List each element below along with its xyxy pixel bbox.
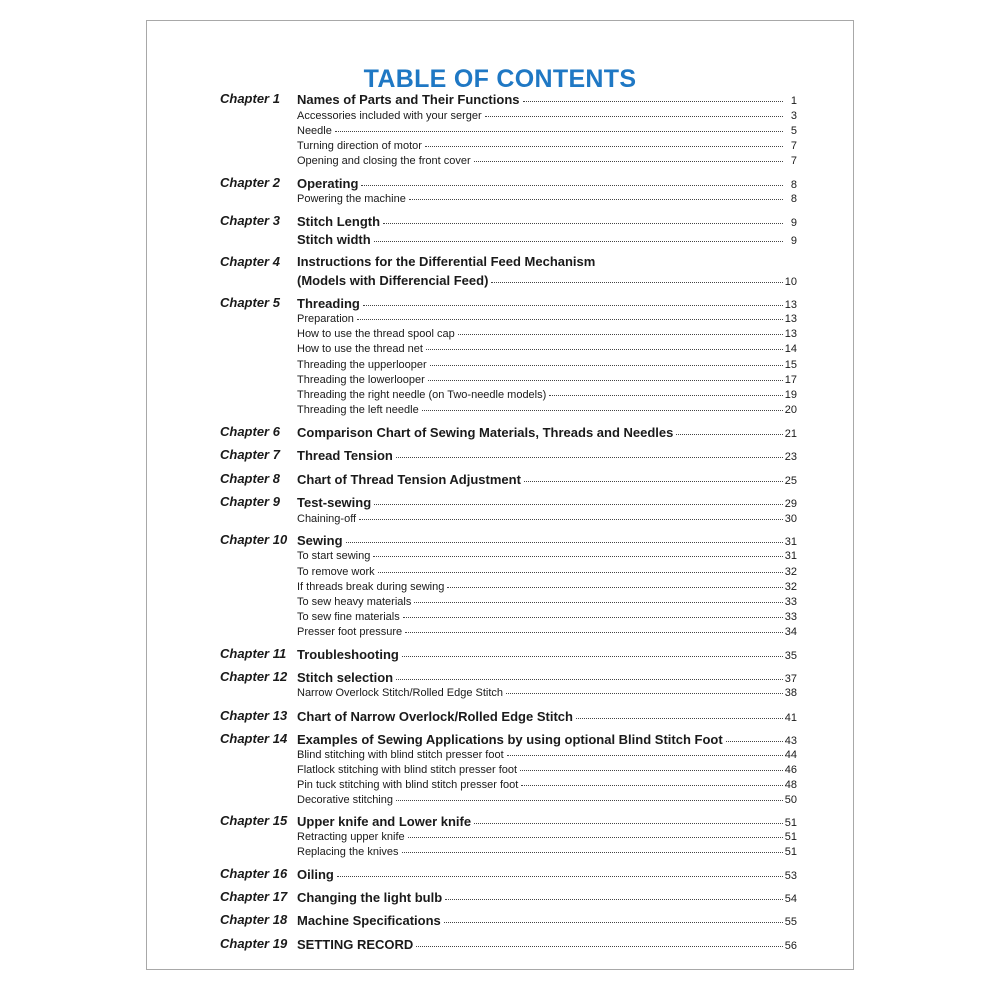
entry-page-number: 14 bbox=[784, 342, 797, 355]
entry-page-number: 48 bbox=[784, 778, 797, 791]
toc-sub-entry bbox=[297, 624, 797, 638]
entry-title: Names of Parts and Their Functions bbox=[297, 91, 520, 107]
entry-page-number: 25 bbox=[784, 474, 797, 487]
entry-title: Threading the left needle bbox=[297, 403, 419, 416]
toc-sub-entry bbox=[297, 357, 797, 371]
dot-leader bbox=[491, 270, 782, 283]
entry-title: Stitch Length bbox=[297, 213, 381, 229]
entry-title: Threading bbox=[297, 295, 360, 311]
dot-leader bbox=[408, 827, 783, 838]
entry-title: To start sewing bbox=[297, 549, 371, 562]
dot-leader bbox=[444, 910, 783, 923]
dot-leader bbox=[422, 400, 783, 411]
toc-heading-entry bbox=[297, 646, 797, 662]
chapter-label: Chapter 14 bbox=[220, 731, 288, 746]
entry-title: To remove work bbox=[297, 565, 375, 578]
toc-sub-entry bbox=[297, 311, 797, 325]
entry-title: How to use the thread spool cap bbox=[297, 327, 455, 340]
entry-page-number: 13 bbox=[784, 298, 797, 311]
dot-leader bbox=[485, 106, 783, 117]
entry-title: Stitch width bbox=[297, 231, 371, 247]
dot-leader bbox=[409, 189, 783, 200]
dot-leader bbox=[474, 811, 783, 824]
dot-leader bbox=[396, 790, 783, 801]
dot-leader bbox=[447, 577, 782, 588]
dot-leader bbox=[726, 729, 783, 742]
dot-leader bbox=[520, 760, 783, 771]
toc-heading-entry bbox=[297, 889, 797, 905]
toc-heading-entry bbox=[297, 471, 797, 487]
entry-title: Stitch selection bbox=[297, 669, 394, 685]
entry-title: SETTING RECORD bbox=[297, 936, 414, 952]
toc-heading-entry bbox=[297, 254, 797, 269]
dot-leader bbox=[378, 562, 783, 573]
entry-title: Sewing bbox=[297, 532, 343, 548]
entry-page-number: 34 bbox=[784, 625, 797, 638]
dot-leader bbox=[458, 324, 783, 335]
entry-page-number: 31 bbox=[784, 549, 797, 562]
entry-title: Narrow Overlock Stitch/Rolled Edge Stitch bbox=[297, 686, 504, 699]
toc-sub-entry bbox=[297, 844, 797, 858]
dot-leader bbox=[346, 530, 783, 543]
dot-leader bbox=[507, 745, 783, 756]
entry-title: Turning direction of motor bbox=[297, 139, 422, 152]
toc-sub-entry bbox=[297, 402, 797, 416]
dot-leader bbox=[430, 355, 783, 366]
page-title: TABLE OF CONTENTS bbox=[363, 65, 637, 93]
toc-sub-entry bbox=[297, 191, 797, 205]
chapter-label: Chapter 17 bbox=[220, 889, 288, 904]
toc-sub-entry bbox=[297, 609, 797, 623]
entry-title: Threading the upperlooper bbox=[297, 358, 427, 371]
toc-sub-entry bbox=[297, 564, 797, 578]
entry-page-number: 19 bbox=[784, 388, 797, 401]
dot-leader bbox=[426, 339, 783, 350]
entry-page-number: 56 bbox=[784, 939, 797, 952]
toc-heading-entry bbox=[297, 272, 797, 288]
toc-sub-entry bbox=[297, 829, 797, 843]
entry-page-number: 53 bbox=[784, 869, 797, 882]
entry-page-number: 32 bbox=[784, 565, 797, 578]
dot-leader bbox=[361, 173, 783, 186]
entry-title: Blind stitching with blind stitch presser foot bbox=[297, 748, 504, 761]
entry-page-number: 20 bbox=[784, 403, 797, 416]
entry-page-number: 31 bbox=[784, 535, 797, 548]
toc-sub-entry bbox=[297, 777, 797, 791]
dot-leader bbox=[383, 211, 783, 224]
chapter-label: Chapter 8 bbox=[220, 471, 280, 486]
dot-leader bbox=[363, 293, 783, 306]
entry-title: Comparison Chart of Sewing Materials, Threads and Needles bbox=[297, 424, 674, 440]
chapter-label: Chapter 18 bbox=[220, 912, 288, 927]
chapter-label: Chapter 7 bbox=[220, 447, 280, 462]
dot-leader bbox=[521, 775, 782, 786]
toc-page bbox=[146, 20, 854, 970]
entry-title: Decorative stitching bbox=[297, 793, 393, 806]
dot-leader bbox=[357, 309, 783, 320]
entry-page-number: 55 bbox=[784, 915, 797, 928]
dot-leader bbox=[549, 385, 782, 396]
entry-title: Chaining-off bbox=[297, 512, 357, 525]
dot-leader bbox=[523, 89, 784, 102]
entry-title: Presser foot pressure bbox=[297, 625, 403, 638]
toc-sub-entry bbox=[297, 762, 797, 776]
entry-page-number: 50 bbox=[784, 793, 797, 806]
entry-page-number: 21 bbox=[784, 427, 797, 440]
entry-page-number: 29 bbox=[784, 497, 797, 510]
toc-sub-entry bbox=[297, 153, 797, 167]
entry-page-number: 44 bbox=[784, 748, 797, 761]
chapter-label: Chapter 13 bbox=[220, 708, 288, 723]
toc-heading-entry bbox=[297, 708, 797, 724]
entry-page-number: 46 bbox=[784, 763, 797, 776]
toc-sub-entry bbox=[297, 138, 797, 152]
entry-page-number: 15 bbox=[784, 358, 797, 371]
toc-sub-entry bbox=[297, 747, 797, 761]
entry-page-number: 9 bbox=[790, 216, 797, 229]
entry-title: Preparation bbox=[297, 312, 354, 325]
entry-page-number: 5 bbox=[790, 124, 797, 137]
dot-leader bbox=[576, 706, 783, 719]
toc-sub-entry bbox=[297, 594, 797, 608]
entry-title: Powering the machine bbox=[297, 192, 406, 205]
entry-page-number: 38 bbox=[784, 686, 797, 699]
entry-title: Flatlock stitching with blind stitch presser foot bbox=[297, 763, 518, 776]
entry-page-number: 3 bbox=[790, 109, 797, 122]
entry-title: Oiling bbox=[297, 866, 334, 882]
entry-page-number: 8 bbox=[790, 178, 797, 191]
dot-leader bbox=[402, 842, 783, 853]
chapter-label: Chapter 1 bbox=[220, 91, 280, 106]
entry-title: Changing the light bulb bbox=[297, 889, 443, 905]
toc-heading-entry bbox=[297, 912, 797, 928]
dot-leader bbox=[425, 136, 783, 147]
chapter-label: Chapter 10 bbox=[220, 532, 288, 547]
entry-title: Pin tuck stitching with blind stitch presser foot bbox=[297, 778, 519, 791]
toc-heading-entry bbox=[297, 213, 797, 229]
toc-sub-entry bbox=[297, 548, 797, 562]
entry-title: Retracting upper knife bbox=[297, 830, 405, 843]
dot-leader bbox=[396, 445, 783, 458]
entry-title: Machine Specifications bbox=[297, 912, 441, 928]
toc-heading-entry bbox=[297, 424, 797, 440]
entry-page-number: 54 bbox=[784, 892, 797, 905]
entry-page-number: 37 bbox=[784, 672, 797, 685]
toc-heading-entry bbox=[297, 447, 797, 463]
entry-title: Threading the right needle (on Two-needle models) bbox=[297, 388, 547, 401]
toc-sub-entry bbox=[297, 685, 797, 699]
toc-sub-entry bbox=[297, 511, 797, 525]
entry-page-number: 51 bbox=[784, 830, 797, 843]
entry-title: Chart of Narrow Overlock/Rolled Edge Stitch bbox=[297, 708, 573, 724]
dot-leader bbox=[416, 934, 782, 947]
entry-page-number: 7 bbox=[790, 154, 797, 167]
dot-leader bbox=[524, 469, 783, 482]
chapter-label: Chapter 4 bbox=[220, 254, 280, 269]
entry-title: Chart of Thread Tension Adjustment bbox=[297, 471, 521, 487]
entry-title: Examples of Sewing Applications by using optional Blind Stitch Foot bbox=[297, 731, 723, 747]
dot-leader bbox=[428, 370, 783, 381]
toc-heading-entry bbox=[297, 936, 797, 952]
entry-title: Accessories included with your serger bbox=[297, 109, 482, 122]
toc-heading-entry bbox=[297, 231, 797, 247]
toc-sub-entry bbox=[297, 326, 797, 340]
entry-title: If threads break during sewing bbox=[297, 580, 445, 593]
toc-heading-entry bbox=[297, 494, 797, 510]
entry-page-number: 1 bbox=[790, 94, 797, 107]
dot-leader bbox=[374, 492, 783, 505]
entry-page-number: 10 bbox=[784, 275, 797, 288]
entry-title: To sew heavy materials bbox=[297, 595, 412, 608]
entry-page-number: 13 bbox=[784, 312, 797, 325]
entry-title: Threading the lowerlooper bbox=[297, 373, 425, 386]
toc-sub-entry bbox=[297, 123, 797, 137]
toc-heading-entry bbox=[297, 866, 797, 882]
chapter-label: Chapter 3 bbox=[220, 213, 280, 228]
dot-leader bbox=[506, 683, 783, 694]
entry-title: Operating bbox=[297, 175, 359, 191]
dot-leader bbox=[403, 607, 783, 618]
dot-leader bbox=[445, 887, 783, 900]
chapter-label: Chapter 16 bbox=[220, 866, 288, 881]
entry-title: Needle bbox=[297, 124, 332, 137]
entry-page-number: 51 bbox=[784, 845, 797, 858]
entry-title: Opening and closing the front cover bbox=[297, 154, 471, 167]
dot-leader bbox=[414, 592, 782, 603]
dot-leader bbox=[598, 252, 783, 264]
dot-leader bbox=[405, 622, 783, 633]
dot-leader bbox=[676, 422, 782, 435]
chapter-label: Chapter 11 bbox=[220, 646, 287, 661]
entry-page-number: 9 bbox=[790, 234, 797, 247]
dot-leader bbox=[402, 644, 783, 657]
entry-title: To sew fine materials bbox=[297, 610, 400, 623]
entry-title: Test-sewing bbox=[297, 494, 372, 510]
toc-sub-entry bbox=[297, 792, 797, 806]
chapter-label: Chapter 6 bbox=[220, 424, 280, 439]
entry-page-number: 17 bbox=[784, 373, 797, 386]
chapter-label: Chapter 15 bbox=[220, 813, 288, 828]
entry-page-number: 41 bbox=[784, 711, 797, 724]
entry-title: Troubleshooting bbox=[297, 646, 399, 662]
entry-title: How to use the thread net bbox=[297, 342, 423, 355]
dot-leader bbox=[396, 667, 783, 680]
toc-sub-entry bbox=[297, 372, 797, 386]
toc-sub-entry bbox=[297, 579, 797, 593]
entry-title: Thread Tension bbox=[297, 447, 393, 463]
entry-page-number: 30 bbox=[784, 512, 797, 525]
toc-heading-entry bbox=[297, 91, 797, 107]
dot-leader bbox=[374, 229, 783, 242]
dot-leader bbox=[474, 151, 783, 162]
entry-page-number: 23 bbox=[784, 450, 797, 463]
toc-sub-entry bbox=[297, 341, 797, 355]
entry-page-number: 33 bbox=[784, 595, 797, 608]
entry-page-number: 32 bbox=[784, 580, 797, 593]
entry-title: Replacing the knives bbox=[297, 845, 399, 858]
chapter-label: Chapter 12 bbox=[220, 669, 288, 684]
dot-leader bbox=[373, 546, 782, 557]
chapter-label: Chapter 9 bbox=[220, 494, 280, 509]
entry-page-number: 35 bbox=[784, 649, 797, 662]
dot-leader bbox=[359, 509, 783, 520]
chapter-label: Chapter 2 bbox=[220, 175, 280, 190]
entry-title: Instructions for the Differential Feed Mechanism bbox=[297, 254, 596, 269]
toc-sub-entry bbox=[297, 387, 797, 401]
chapter-label: Chapter 5 bbox=[220, 295, 280, 310]
dot-leader bbox=[335, 121, 783, 132]
entry-page-number: 43 bbox=[784, 734, 797, 747]
entry-page-number: 51 bbox=[784, 816, 797, 829]
chapter-label: Chapter 19 bbox=[220, 936, 288, 951]
dot-leader bbox=[337, 864, 783, 877]
entry-page-number: 13 bbox=[784, 327, 797, 340]
entry-page-number: 33 bbox=[784, 610, 797, 623]
entry-page-number: 8 bbox=[790, 192, 797, 205]
toc-sub-entry bbox=[297, 108, 797, 122]
entry-page-number: 7 bbox=[790, 139, 797, 152]
entry-title: (Models with Differencial Feed) bbox=[297, 272, 489, 288]
entry-title: Upper knife and Lower knife bbox=[297, 813, 472, 829]
